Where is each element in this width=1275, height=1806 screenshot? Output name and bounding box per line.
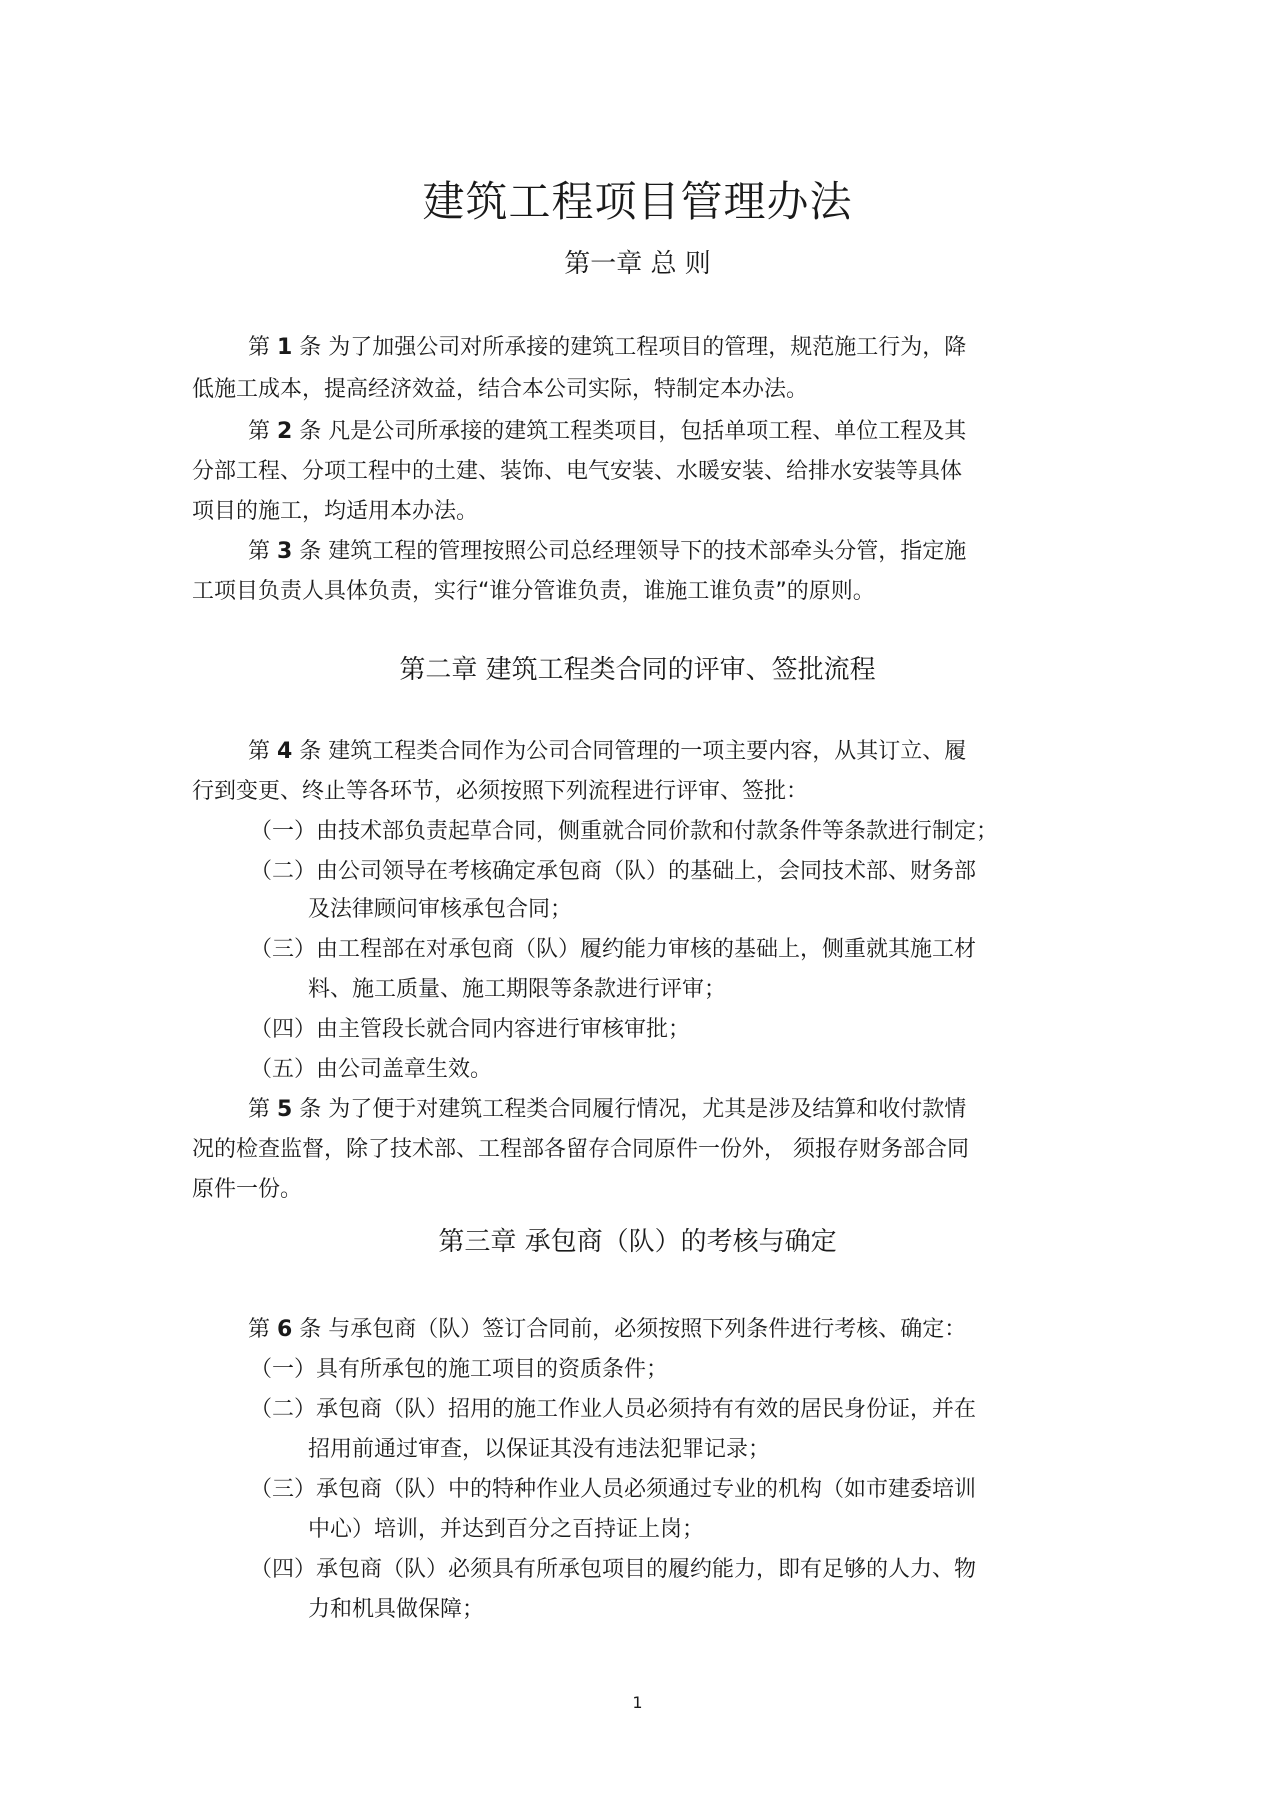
- article-3-line-1: 第 3 条 建筑工程的管理按照公司总经理领导下的技术部牵头分管，指定施: [248, 539, 967, 564]
- article-1-line-2: 低施工成本，提高经济效益，结合本公司实际，特制定本办法。: [192, 377, 809, 402]
- article-5-line-2: 况的检查监督，除了技术部、工程部各留存合同原件一份外， 须报存财务部合同: [192, 1137, 969, 1162]
- article-4-item: （一）由技术部负责起草合同，侧重就合同价款和付款条件等条款进行制定；: [250, 819, 999, 844]
- article-2-line-1: 第 2 条 凡是公司所承接的建筑工程类项目，包括单项工程、单位工程及其: [248, 419, 967, 444]
- article-4-item: （三）由工程部在对承包商（队）履约能力审核的基础上，侧重就其施工材: [250, 937, 977, 962]
- article-6-item-continuation: 中心）培训，并达到百分之百持证上岗；: [308, 1517, 705, 1542]
- chapter-heading-2: 第二章 建筑工程类合同的评审、签批流程: [399, 655, 876, 685]
- article-6-item: （三）承包商（队）中的特种作业人员必须通过专业的机构（如市建委培训: [250, 1477, 977, 1502]
- article-2-line-2: 分部工程、分项工程中的土建、装饰、电气安装、水暖安装、给排水安装等具体: [192, 459, 963, 484]
- page-number: 1: [632, 1693, 643, 1712]
- article-4-item-continuation: 及法律顾问审核承包合同；: [308, 897, 573, 922]
- article-4-item: （四）由主管段长就合同内容进行审核审批；: [250, 1017, 691, 1042]
- article-3-line-2: 工项目负责人具体负责，实行“谁分管谁负责，谁施工谁负责”的原则。: [192, 579, 875, 604]
- article-5-line-1: 第 5 条 为了便于对建筑工程类合同履行情况，尤其是涉及结算和收付款情: [248, 1097, 967, 1122]
- article-4-line-2: 行到变更、终止等各环节，必须按照下列流程进行评审、签批：: [192, 779, 809, 804]
- article-4-item: （五）由公司盖章生效。: [250, 1057, 493, 1082]
- article-6-item: （一）具有所承包的施工项目的资质条件；: [250, 1357, 669, 1382]
- article-5-line-3: 原件一份。: [192, 1177, 303, 1202]
- article-6-item: （二）承包商（队）招用的施工作业人员必须持有有效的居民身份证，并在: [250, 1397, 977, 1422]
- article-6-item-continuation: 招用前通过审查，以保证其没有违法犯罪记录；: [308, 1437, 771, 1462]
- article-6-item-continuation: 力和机具做保障；: [308, 1597, 485, 1622]
- chapter-heading-1: 第一章 总 则: [564, 249, 711, 279]
- article-4-line-1: 第 4 条 建筑工程类合同作为公司合同管理的一项主要内容，从其订立、履: [248, 739, 967, 764]
- article-4-item: （二）由公司领导在考核确定承包商（队）的基础上，会同技术部、财务部: [250, 859, 977, 884]
- article-6-line-1: 第 6 条 与承包商（队）签订合同前，必须按照下列条件进行考核、确定：: [248, 1317, 967, 1342]
- article-6-item: （四）承包商（队）必须具有所承包项目的履约能力，即有足够的人力、物: [250, 1557, 977, 1582]
- chapter-heading-3: 第三章 承包商（队）的考核与确定: [438, 1227, 837, 1257]
- article-4-item-continuation: 料、施工质量、施工期限等条款进行评审；: [308, 977, 727, 1002]
- article-1-line-1: 第 1 条 为了加强公司对所承接的建筑工程项目的管理，规范施工行为，降: [248, 335, 967, 360]
- article-2-line-3: 项目的施工，均适用本办法。: [192, 499, 479, 524]
- document-title: 建筑工程项目管理办法: [422, 177, 853, 226]
